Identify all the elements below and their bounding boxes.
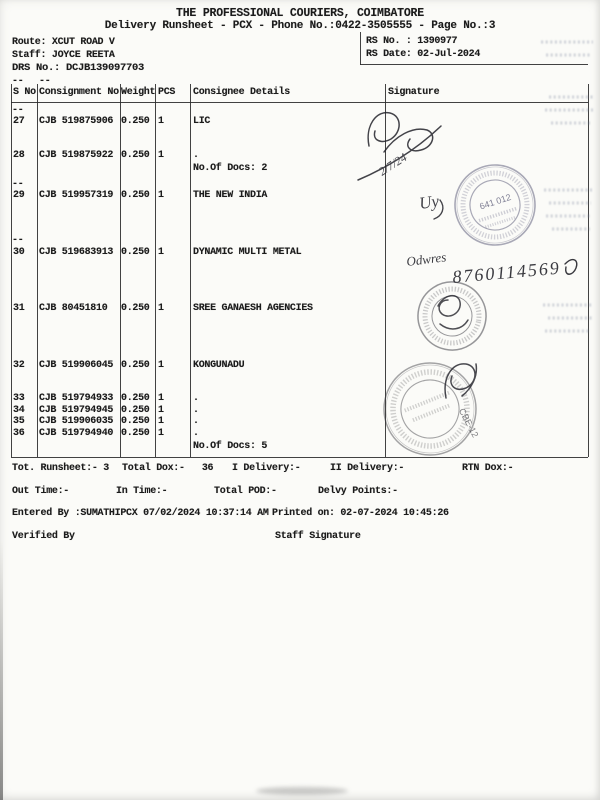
- table-row: [0, 150, 600, 162]
- i-delivery-field: I Delivery:-: [232, 463, 301, 474]
- bleed-through-marks: [541, 42, 593, 331]
- cell-pcs: 1: [158, 360, 164, 371]
- cell-consignee: .: [193, 150, 199, 161]
- cell-consignee: KONGUNADU: [193, 360, 245, 371]
- cell-sno: 28: [13, 150, 25, 161]
- cell-consignment: CJB 519906035: [39, 416, 114, 427]
- total-dox-field: Total Dox:- 36: [122, 463, 214, 474]
- table-row: [0, 190, 600, 202]
- table-header-row: [0, 87, 600, 99]
- cell-consignee: DYNAMIC MULTI METAL: [193, 247, 302, 258]
- cell-consignee: .: [193, 393, 199, 404]
- cell-sno: 35: [13, 416, 25, 427]
- cell-consignee: LIC: [193, 116, 211, 127]
- cell-consignment: CJB 80451810: [39, 303, 108, 314]
- header-signature: Signature: [388, 87, 440, 98]
- tot-runsheet-field: Tot. Runsheet:- 3: [12, 463, 109, 474]
- cell-pcs: 1: [158, 405, 164, 416]
- cell-consignee: SREE GANAESH AGENCIES: [193, 303, 313, 314]
- cell-weight: 0.250: [121, 393, 150, 404]
- scan-edge-artifact: [0, 540, 3, 800]
- cell-consignee: .: [193, 416, 199, 427]
- cell-consignment: CJB 519794945: [39, 405, 114, 416]
- row-separator-mark: --: [39, 76, 51, 87]
- row-separator-mark: --: [12, 105, 24, 116]
- cell-consignment: CJB 519794933: [39, 393, 114, 404]
- scan-smudge: [256, 787, 348, 795]
- cell-weight: 0.250: [121, 190, 150, 201]
- cell-sno: 27: [13, 116, 25, 127]
- cell-sno: 30: [13, 247, 25, 258]
- cell-consignment: CJB 519906045: [39, 360, 114, 371]
- rtn-dox-field: RTN Dox:-: [462, 463, 514, 474]
- printed-on-field: Printed on: 02-07-2024 10:45:26: [272, 508, 449, 519]
- header-sno: S No: [13, 87, 36, 98]
- cell-weight: 0.250: [121, 405, 150, 416]
- rs-box-bottom-rule: [360, 64, 588, 65]
- header-consignee: Consignee Details: [193, 87, 290, 98]
- cell-pcs: 1: [158, 247, 164, 258]
- table-row: [0, 247, 600, 259]
- cell-sno: 34: [13, 405, 25, 416]
- cell-weight: 0.250: [121, 428, 150, 439]
- docs-count-note: No.Of Docs: 5: [193, 441, 268, 452]
- handwritten-phone: 8760114569: [451, 257, 562, 287]
- rs-box-left-rule: [360, 32, 361, 65]
- cell-consignee: .: [193, 428, 199, 439]
- cell-pcs: 1: [158, 428, 164, 439]
- row-separator-mark: --: [12, 235, 24, 246]
- cell-consignment: CJB 519957319: [39, 190, 114, 201]
- table-row: [0, 116, 600, 128]
- header-weight: Weight: [121, 87, 156, 98]
- cell-consignment: CJB 519683913: [39, 247, 114, 258]
- drs-no-field: DRS No.: DCJB139097703: [12, 62, 145, 74]
- stamp-pin-text: 641 012: [478, 191, 513, 212]
- table-row: [0, 428, 600, 440]
- cell-weight: 0.250: [121, 303, 150, 314]
- cell-weight: 0.250: [121, 116, 150, 127]
- table-header-rule: [11, 102, 588, 103]
- cell-sno: 31: [13, 303, 25, 314]
- cell-sno: 29: [13, 190, 25, 201]
- ii-delivery-field: II Delivery:-: [330, 463, 405, 474]
- row-separator-mark: --: [12, 179, 24, 190]
- out-time-field: Out Time:-: [12, 486, 70, 497]
- cell-consignment: CJB 519794940: [39, 428, 114, 439]
- total-pod-field: Total POD:-: [214, 486, 277, 497]
- table-row: [0, 303, 600, 315]
- cell-weight: 0.250: [121, 416, 150, 427]
- cell-pcs: 1: [158, 116, 164, 127]
- header-pcs: PCS: [158, 87, 176, 98]
- table-bottom-rule: [11, 457, 588, 458]
- cell-pcs: 1: [158, 150, 164, 161]
- rs-no-field: RS No. : 1390977: [366, 36, 458, 47]
- cell-consignee: .: [193, 405, 199, 416]
- cell-pcs: 1: [158, 190, 164, 201]
- entered-by-field: Entered By :SUMATHIPCX 07/02/2024 10:37:14 AM: [12, 508, 269, 519]
- handwritten-initials: Uy: [417, 191, 441, 213]
- rs-date-field: RS Date: 02-Jul-2024: [366, 49, 481, 60]
- staff-field: Staff: JOYCE REETA: [12, 50, 115, 61]
- doc-subtitle: Delivery Runsheet - PCX - Phone No.:0422-3505555 - Page No.:3: [104, 20, 496, 32]
- cell-pcs: 1: [158, 393, 164, 404]
- cell-sno: 36: [13, 428, 25, 439]
- route-field: Route: XCUT ROAD V: [12, 37, 115, 48]
- header-consignment: Consignment No: [39, 87, 119, 98]
- table-row: [0, 416, 600, 428]
- row-separator-mark: --: [12, 76, 24, 87]
- handwritten-word: Odwres: [405, 249, 448, 269]
- doc-title: THE PROFESSIONAL COURIERS, COIMBATORE: [176, 7, 424, 20]
- handwritten-date: 2/7/24: [376, 150, 410, 179]
- cell-sno: 32: [13, 360, 25, 371]
- cell-weight: 0.250: [121, 360, 150, 371]
- table-row: [0, 393, 600, 405]
- cell-consignment: CJB 519875922: [39, 150, 114, 161]
- stamp-cbe-text: CBE-12: [456, 406, 481, 440]
- verified-by-label: Verified By: [12, 531, 75, 542]
- docs-count-note: No.Of Docs: 2: [193, 163, 268, 174]
- cell-consignee: THE NEW INDIA: [193, 190, 268, 201]
- cell-consignment: CJB 519875906: [39, 116, 114, 127]
- cell-pcs: 1: [158, 416, 164, 427]
- cell-weight: 0.250: [121, 150, 150, 161]
- stamp-professional-couriers: [445, 155, 546, 256]
- in-time-field: In Time:-: [116, 486, 168, 497]
- delvy-points-field: Delvy Points:-: [318, 486, 398, 497]
- table-row: [0, 360, 600, 372]
- cell-pcs: 1: [158, 303, 164, 314]
- staff-signature-label: Staff Signature: [275, 531, 361, 542]
- cell-weight: 0.250: [121, 247, 150, 258]
- cell-sno: 33: [13, 393, 25, 404]
- stamp-agencies: [412, 276, 493, 357]
